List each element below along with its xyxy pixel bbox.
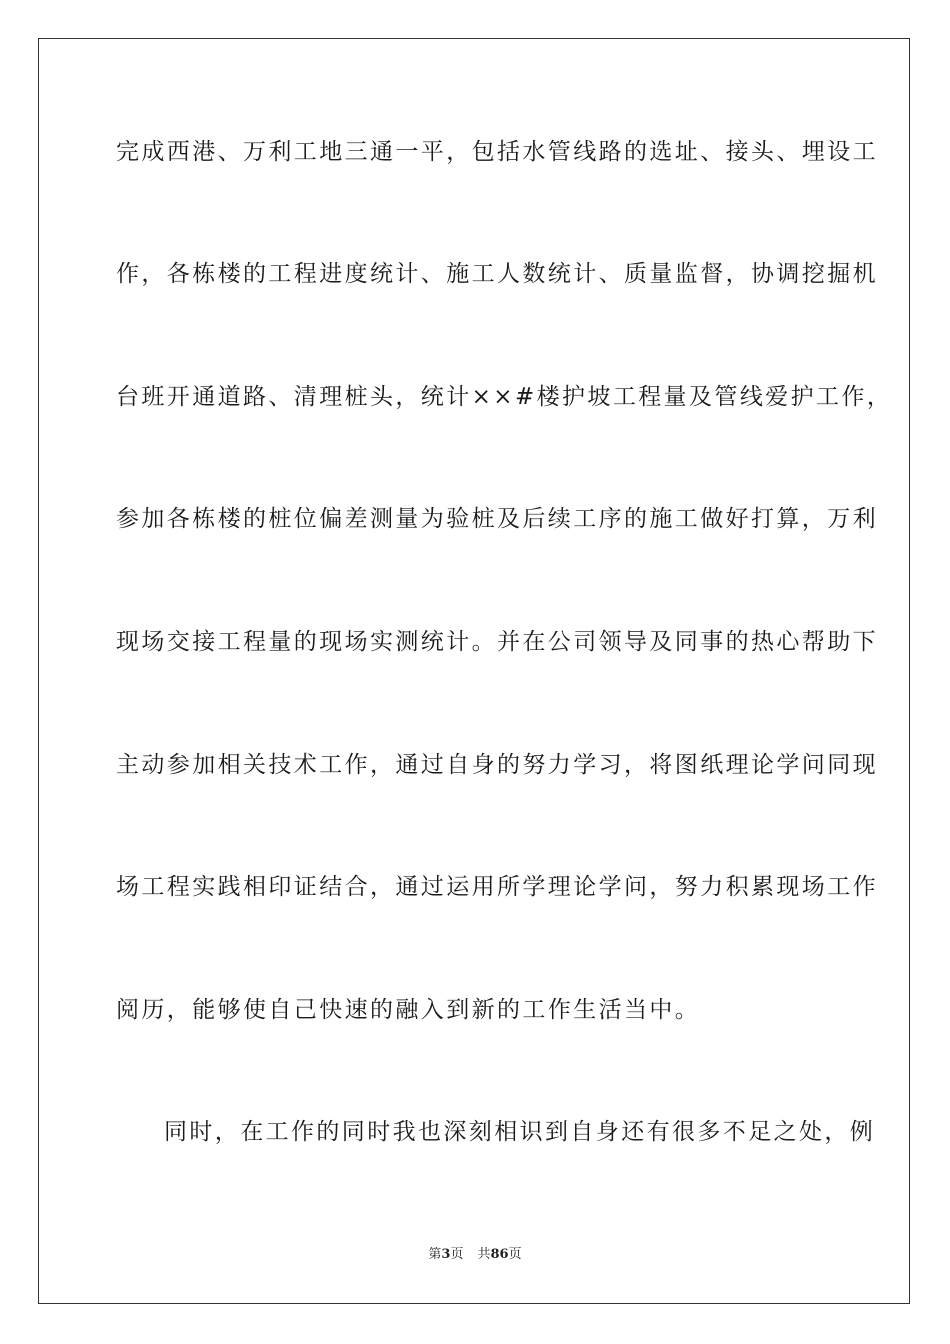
footer-total-prefix: 共 <box>477 1247 491 1262</box>
body-text-line-1: 完成西港、万利工地三通一平，包括水管线路的选址、接头、埋设工 <box>116 139 878 165</box>
body-text-line-9: 同时，在工作的同时我也深刻相识到自身还有很多不足之处，例 <box>164 1119 876 1145</box>
body-text-line-6: 主动参加相关技术工作，通过自身的努力学习，将图纸理论学问同现 <box>116 752 878 778</box>
body-text-line-7: 场工程实践相印证结合，通过运用所学理论学问，努力积累现场工作 <box>116 874 878 900</box>
footer-page-number: 3 <box>441 1247 451 1262</box>
footer-total-pages: 86 <box>490 1247 509 1262</box>
body-text-line-5: 现场交接工程量的现场实测统计。并在公司领导及同事的热心帮助下 <box>116 629 878 655</box>
body-text-line-2: 作，各栋楼的工程进度统计、施工人数统计、质量监督，协调挖掘机 <box>116 261 878 287</box>
footer-page-suffix: 页 <box>450 1247 464 1262</box>
page-border <box>38 38 910 1304</box>
body-text-line-4: 参加各栋楼的桩位偏差测量为验桩及后续工序的施工做好打算，万利 <box>116 506 878 532</box>
body-text-line-3: 台班开通道路、清理桩头，统计××#楼护坡工程量及管线爱护工作， <box>116 384 893 410</box>
page-footer <box>0 1247 950 1263</box>
body-text-line-8: 阅历，能够使自己快速的融入到新的工作生活当中。 <box>116 997 701 1023</box>
footer-total-suffix: 页 <box>508 1247 522 1262</box>
footer-page-prefix: 第 <box>428 1247 442 1262</box>
